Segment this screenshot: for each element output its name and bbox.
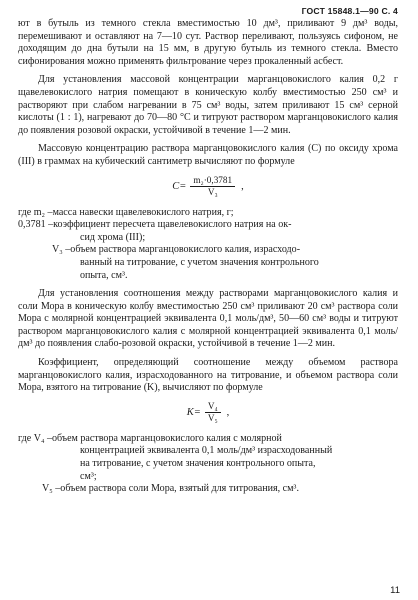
formula-numerator: V₄ <box>205 401 221 413</box>
definition-term: V₃ – <box>52 244 71 256</box>
definition-row <box>18 219 398 232</box>
definitions-2 <box>18 433 398 496</box>
definition-body: коэффициент пересчета щавелевокислого натрия на ок- <box>53 219 292 231</box>
definition-continuation: ванный на титрование, с учетом значения контрольного <box>80 256 319 268</box>
definition-term: где m₂ – <box>18 206 53 218</box>
definition-term: где V₄ – <box>18 432 52 444</box>
paragraph-1: ют в бутыль из темного стекла вместимостью 10 дм³, приливают 9 дм³ воды, перемешивают и оставляют на 7—10 сут. Раствор переливают, пользуясь сифоном, не доходящим до дна бутыли на 15 мм, в другую бутыль из темного стекла. Вместо сифонирования можно применять фильтрование через прокаленный асбест. <box>18 18 398 67</box>
definition-row <box>18 244 398 257</box>
definition-body: объем раствора марганцовокислого калия, израсходо- <box>70 244 301 256</box>
definitions-1 <box>18 207 398 283</box>
paragraph-5: Коэффициент, определяющий соотношение между объемом раствора марганцовокислого калия, израсходованного на титрование, и объемом раствора соли Мора, взятого на титрование (K), вычисляют по формуле <box>18 357 398 394</box>
definition-term: 0,3781 – <box>18 219 54 231</box>
formula-denominator: V₃ <box>207 187 218 198</box>
definition-continuation: опыта, см³. <box>80 269 128 281</box>
definition-row <box>18 207 398 220</box>
definition-continuation: сид хрома (III); <box>80 231 146 243</box>
definition-continuation: см³; <box>80 470 97 482</box>
formula-tail: , <box>226 407 230 419</box>
formula-lhs: C= <box>172 181 187 193</box>
formula-fraction <box>205 401 221 424</box>
formula-lhs: K= <box>186 407 201 419</box>
page-header: ГОСТ 15848.1—90 С. 4 <box>301 6 398 16</box>
formula-ratio <box>18 400 398 426</box>
page-number: 11 <box>390 585 400 596</box>
definition-body: объем раствора соли Мора, взятый для титрования, см³. <box>60 483 299 495</box>
definition-term: V₅ – <box>42 483 61 495</box>
formula-numerator: m₂·0,3781 <box>190 175 235 187</box>
definition-row <box>18 433 398 446</box>
formula-fraction <box>190 175 235 198</box>
definition-body: масса навески щавелевокислого натрия, г; <box>52 206 234 218</box>
paragraph-2: Для установления массовой концентрации марганцовокислого калия 0,2 г щавелевокислого натрия помещают в коническую колбу вместимостью 250 см³ и растворяют при слабом нагревании в 75 см³ воды, затем приливают 15 см³ серной кислоты (1 : 1), нагревают до 70—80 °С и титруют раствором марганцовокислого калия до появления розовой окраски, устойчивой в течение 1—2 мин. <box>18 74 398 136</box>
formula-concentration <box>18 174 398 200</box>
formula-denominator: V₅ <box>207 413 218 424</box>
definition-row <box>18 483 398 496</box>
definition-continuation: на титрование, с учетом значения контрольного опыта, <box>80 458 316 470</box>
definition-body: объем раствора марганцовокислого калия с молярной <box>52 432 282 444</box>
paragraph-3: Массовую концентрацию раствора марганцовокислого калия (С) по оксиду хрома (III) в граммах на кубический сантиметр вычисляют по формуле <box>18 143 398 167</box>
formula-tail: , <box>241 181 244 193</box>
paragraph-4: Для установления соотношения между растворами марганцовокислого калия и соли Мора в коническую колбу вместимостью 250 см³ приливают 20 см³ раствора соли Мора с молярной концентрацией эквивалента 0,1 моль/дм³, 50—60 см³ воды и титруют раствором марганцовокислого калия с молярной концентрацией эквивалента 0,1 моль/дм³ до появления слабо-розовой окраски, устойчивой в течение 1—2 мин. <box>18 288 398 350</box>
definition-continuation: концентрацией эквивалента 0,1 моль/дм³ израсходованный <box>80 445 333 457</box>
